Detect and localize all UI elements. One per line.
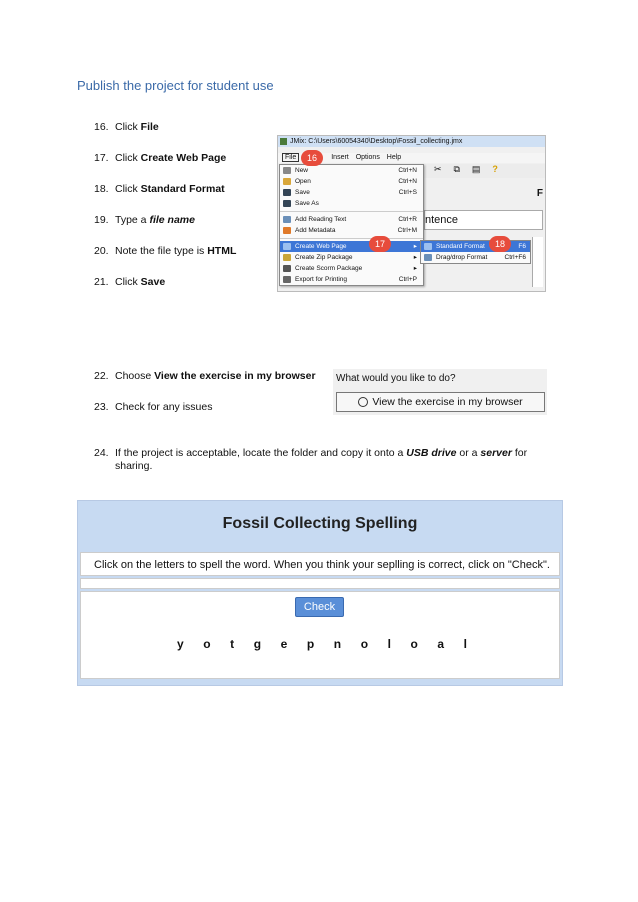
web-page-submenu [420,240,531,264]
step-19: 19. Type a file name [94,214,195,226]
dialog-question: What would you like to do? [336,373,456,384]
step-badge-18: 18 [489,236,511,252]
toolbar [424,164,545,178]
open-folder-icon [283,178,291,185]
menu-item-new[interactable]: New Ctrl+N [280,165,423,176]
save-icon [283,189,291,196]
magnifier-icon [358,397,368,407]
letter-tile[interactable]: t [230,637,235,651]
truncated-label: F [536,188,543,199]
menu-item-dragdrop-format[interactable]: Drag/drop Format Ctrl+F6 [421,252,530,263]
menu-item-save[interactable]: Save Ctrl+S [280,187,423,198]
printer-icon [283,276,291,283]
step-23: 23. Check for any issues [94,401,213,413]
sentence-field[interactable]: ntence [424,210,543,230]
menu-item-save-as[interactable]: Save As [280,198,423,209]
letter-tile[interactable]: l [387,637,391,651]
menu-item-create-web-page[interactable]: Create Web Page ▸ [280,241,423,252]
letter-tile[interactable]: o [410,637,418,651]
step-badge-16: 16 [301,150,323,166]
letter-tile[interactable]: g [253,637,262,651]
menu-item-add-reading-text[interactable]: Add Reading Text Ctrl+R [280,214,423,225]
web-page-icon [283,243,291,250]
letter-panel [80,591,560,679]
new-icon [283,167,291,174]
menu-file[interactable]: File [282,153,299,162]
help-icon[interactable]: ? [492,164,498,174]
save-as-icon [283,200,291,207]
step-20: 20. Note the file type is HTML [94,245,237,257]
letter-tile[interactable]: o [360,637,369,651]
menu-item-open[interactable]: Open Ctrl+N [280,176,423,187]
standard-format-icon [424,243,432,250]
menu-separator [280,211,423,212]
exercise-title: Fossil Collecting Spelling [222,515,418,532]
letter-tile[interactable]: e [280,637,288,651]
scorm-icon [283,265,291,272]
check-button[interactable]: Check [295,597,344,617]
zip-icon [283,254,291,261]
metadata-icon [283,227,291,234]
fossil-spelling-screenshot [77,500,563,686]
step-24: 24. If the project is acceptable, locate the folder and copy it onto a USB drive or a server for sharing. [94,447,528,472]
paste-icon[interactable]: ▤ [471,164,481,174]
letter-tile[interactable]: y [177,637,184,651]
step-21: 21. Click Save [94,276,166,288]
file-menu-dropdown [279,164,424,286]
step-18: 18. Click Standard Format [94,183,225,195]
copy-icon[interactable]: ⧉ [453,164,460,174]
view-in-browser-button[interactable]: View the exercise in my browser [336,392,545,412]
exercise-instructions: Click on the letters to spell the word. When you think your seplling is correct, click on "Check". [80,552,560,576]
step-22: 22. Choose View the exercise in my browser [94,370,316,382]
menu-help[interactable]: Help [386,154,402,161]
step-17: 17. Click Create Web Page [94,152,227,164]
letter-tile[interactable]: n [333,637,342,651]
cut-icon[interactable]: ✂ [434,164,442,174]
menu-separator [280,238,423,239]
letter-tile[interactable]: a [437,637,445,651]
menu-options[interactable]: Options [355,154,380,161]
menu-item-add-metadata[interactable]: Add Metadata Ctrl+M [280,225,423,236]
menu-item-export-printing[interactable]: Export for Printing Ctrl+P [280,274,423,285]
step-16: 16. Click File [94,121,159,133]
menu-insert[interactable]: Insert [331,154,349,161]
view-exercise-screenshot [333,369,547,415]
jmix-screenshot [277,135,546,292]
letter-tile[interactable]: p [306,637,315,651]
answer-strip [80,578,560,589]
scroll-area [532,237,543,287]
letter-tiles [177,637,467,651]
app-icon [280,138,287,145]
step-badge-17: 17 [369,236,391,252]
window-titlebar: JMix: C:\Users\60054340\Desktop\Fossil_collecting.jmx [278,136,545,147]
menu-item-create-scorm[interactable]: Create Scorm Package ▸ [280,263,423,274]
menu-item-create-zip[interactable]: Create Zip Package ▸ [280,252,423,263]
menu-item-standard-format[interactable]: Standard Format F6 [421,241,530,252]
dragdrop-format-icon [424,254,432,261]
reading-text-icon [283,216,291,223]
letter-tile[interactable]: l [463,637,467,651]
section-heading: Publish the project for student use [77,78,274,93]
letter-tile[interactable]: o [203,637,211,651]
